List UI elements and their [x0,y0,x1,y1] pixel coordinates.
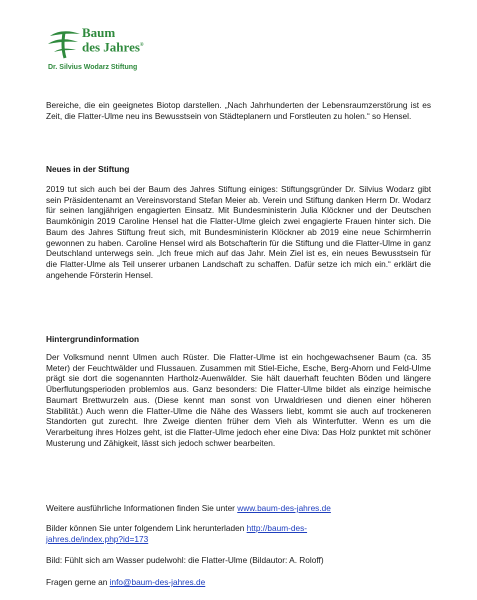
images-download-text: Bilder können Sie unter folgendem Link herunterladen [46,523,247,533]
images-download-line [46,523,366,544]
baum-des-jahres-logo [46,22,166,78]
registered-mark: ® [139,43,144,48]
news-paragraph: 2019 tut sich auch bei der Baum des Jahres Stiftung einiges: Stiftungsgründer Dr. Silvius Wodarz gibt sein Präsidentenamt an Vereinsvorstand Stefan Meier ab. Verein und Stiftung danken Herrn Dr. Wodarz für seinen langjährigen engagierten Einsatz. Mit Bundesministerin Julia Klöckner und der Deutschen Baumkönigin 2019 Caroline Hensel hat die Flatter-Ulme gleich zwei engagierte Frauen hinter sich. Die Baum des Jahres Stiftung freut sich, mit Bundesministerin Klöckner ab 2019 eine neue Schirmherrin gewonnen zu haben. Caroline Hensel wird als Botschafterin für die Stiftung und die Flatter-Ulme in ganz Deutschland unterwegs sein. „Ich freue mich auf das Jahr. Mein Ziel ist es, ein neues Bewusstsein für die Flatter-Ulme als Teil unserer urbanen Landschaft zu schaffen. Dafür setze ich mich ein.“ erklärt die angehende Försterin Hensel. [46,184,431,280]
website-link[interactable]: www.baum-des-jahres.de [237,503,331,513]
logo-title-line1: Baum [82,25,116,40]
news-heading: Neues in der Stiftung [46,164,130,174]
background-paragraph: Der Volksmund nennt Ulmen auch Rüster. Die Flatter-Ulme ist ein hochgewachsener Baum (ca. 35 Meter) der Feuchtwälder und Flussauen. Zusammen mit Stiel-Eiche, Esche, Berg-Ahorn und Feld-Ulme prägt sie dort die sogenannten Hartholz-Auenwälder. Sie hält dauerhaft feuchten Böden und längere Überflutungsperioden problemlos aus. Ganz besonders: Die Flatter-Ulme bildet als einzige heimische Baumart Brettwurzeln aus. (Diese kennt man sonst von Urwaldriesen und dienen einer höheren Stabilität.) Auch wenn die Flatter-Ulme die Nähe des Wassers liebt, kommt sie auch auf trockeneren Standorten gut zurecht. Ihre Zweige dienten früher dem Vieh als Winterfutter. Wenn es um die Verarbeitung ihres Holzes geht, ist die Flatter-Ulme jedoch eher eine Diva: Das Holz punktet mit schöner Musterung und Zähigkeit, lässt sich jedoch schwer bearbeiten. [46,352,431,448]
more-info-text: Weitere ausführliche Informationen finden Sie unter [46,503,238,513]
logo-title-line2: des Jahres® [82,39,144,55]
image-caption: Bild: Fühlt sich am Wasser pudelwohl: die Flatter-Ulme (Bildautor: A. Roloff) [46,555,324,565]
images-download-link[interactable]: http://baum-des-jahres.de/index.php?id=173 [46,523,308,544]
contact-text: Fragen gerne an [46,577,110,587]
logo-subtitle: Dr. Silvius Wodarz Stiftung [48,64,138,71]
more-info-line [46,503,431,514]
background-heading: Hintergrundinformation [46,334,140,344]
contact-line [46,577,431,588]
intro-paragraph: Bereiche, die ein geeignetes Biotop darstellen. „Nach Jahrhunderten der Lebensraumzerstörung ist es Zeit, die Flatter-Ulme neu ins Bewusstsein von Städteplanern und Forstleuten zu holen.“ so Hensel. [46,100,431,121]
contact-email-link[interactable]: info@baum-des-jahres.de [109,577,206,587]
tree-logo-icon [46,24,82,60]
